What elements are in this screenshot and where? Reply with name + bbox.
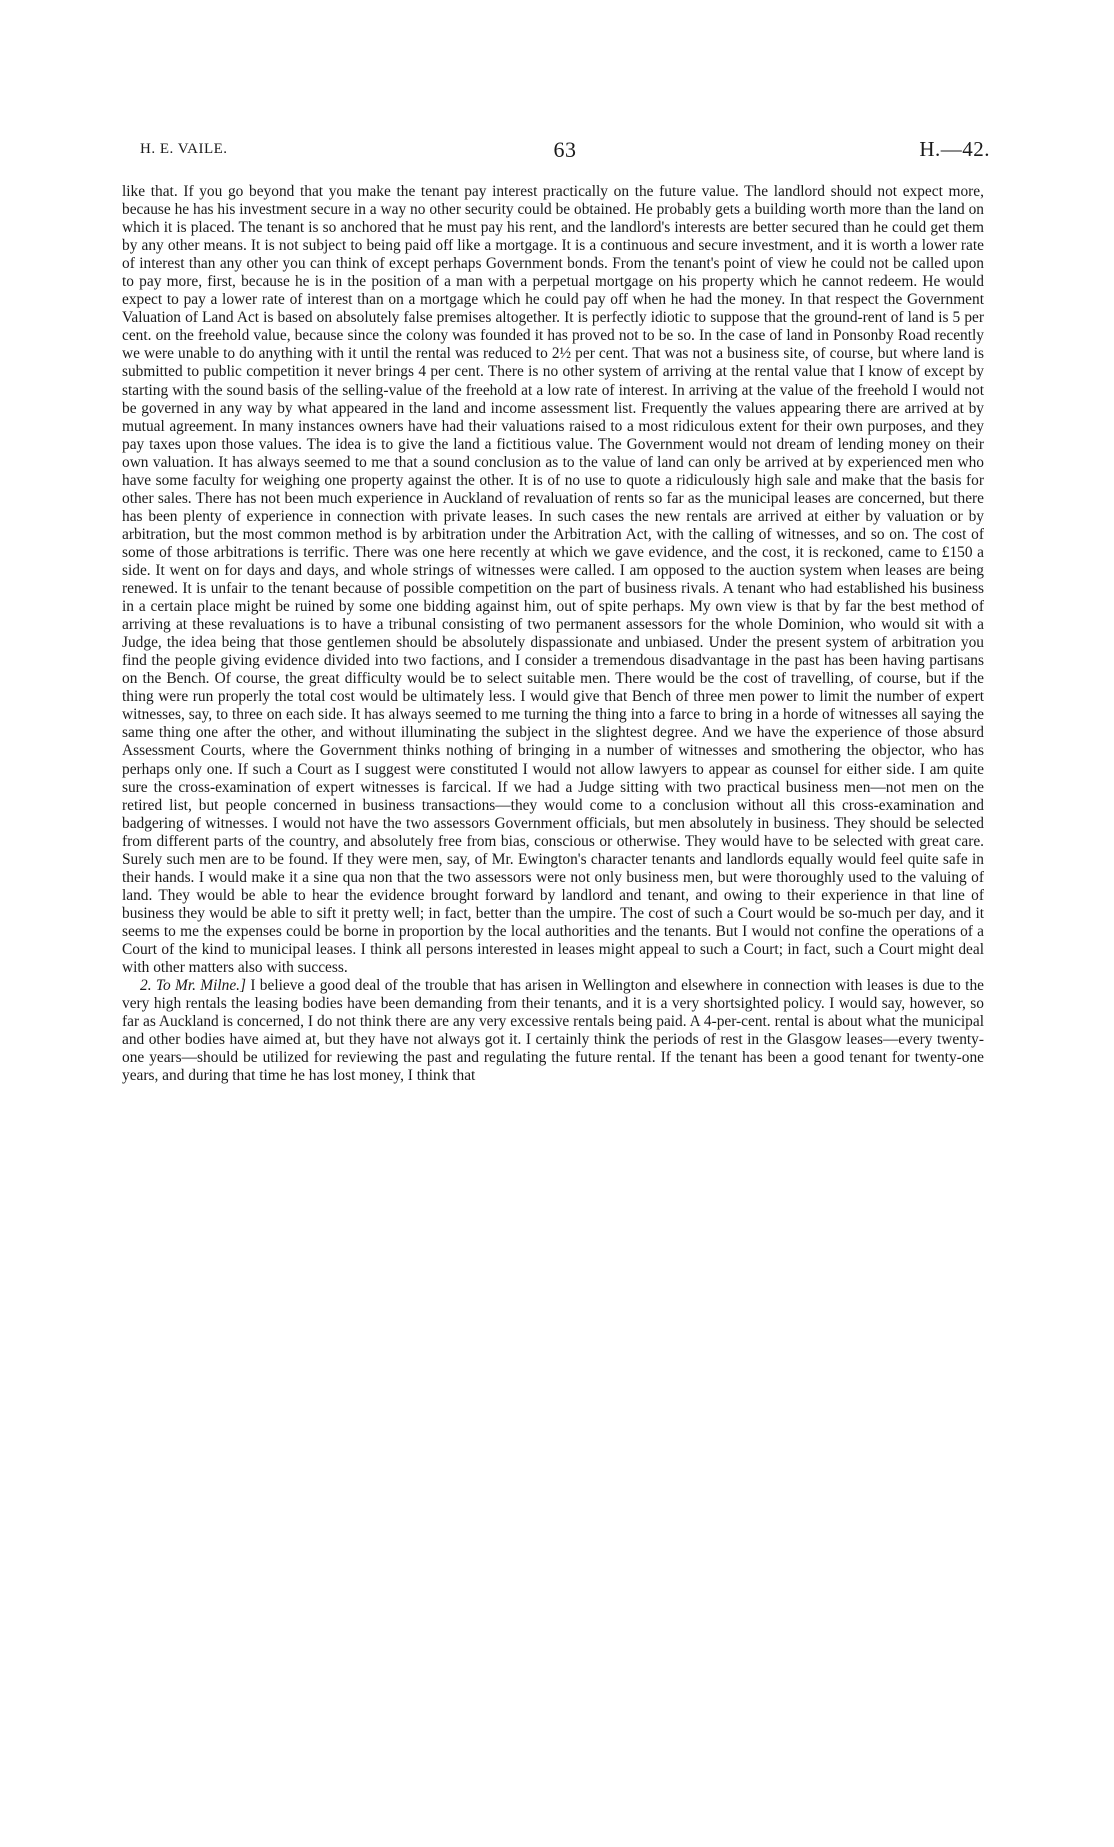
paragraph-2-lead: 2. To Mr. Milne.]: [140, 977, 247, 995]
paragraph-2-text: I believe a good deal of the trouble that has arisen in Wellington and elsewhere in connection with leases is due to the very high rentals the leasing bodies have been demanding from their tenants, and it is a very shortsighted policy. I would say, however, so far as Auckland is concerned, I do not think there are any very excessive rentals being paid. A 4-per-cent. rental is about what the municipal and other bodies have aimed at, but they have not always got it. I certainly think the periods of rest in the Glasgow leases—every twenty-one years—should be utilized for reviewing the past and regulating the future rental. If the tenant has been a good tenant for twenty-one years, and during that time he has lost money, I think that: [122, 977, 984, 1085]
body-text: [122, 183, 984, 1085]
document-reference: H.—42.: [919, 137, 990, 161]
header-author: H. E. VAILE.: [140, 141, 228, 157]
page-header: [140, 137, 990, 167]
paragraph-2: [122, 977, 984, 1085]
paragraph-1: like that. If you go beyond that you make the tenant pay interest practically on the future value. The landlord should not expect more, because he has his investment secure in a way no other security could be obtained. He probably gets a building worth more than the land on which it is placed. The tenant is so anchored that he must pay his rent, and the landlord's interests are better secured than he could get them by any other means. It is not subject to being paid off like a mortgage. It is a continuous and secure investment, and it is worth a lower rate of interest than any other you can think of except perhaps Government bonds. From the tenant's point of view he could not be called upon to pay more, first, because he is in the position of a man with a perpetual mortgage on his property which he cannot redeem. He would expect to pay a lower rate of interest than on a mortgage which he could pay off when he had the money. In that respect the Government Valuation of Land Act is based on absolutely false premises altogether. It is perfectly idiotic to suppose that the ground-rent of land is 5 per cent. on the freehold value, because since the colony was founded it has proved not to be so. In the case of land in Ponsonby Road recently we were unable to do anything with it until the rental was reduced to 2½ per cent. That was not a business site, of course, but where land is submitted to public competition it never brings 4 per cent. There is no other system of arriving at the rental value that I know of except by starting with the sound basis of the selling-value of the freehold at a low rate of interest. In arriving at the value of the freehold I would not be governed in any way by what appeared in the land and income assessment list. Frequently the values appearing there are arrived at by mutual agreement. In many instances owners have had their valuations raised to a most ridiculous extent for their own purposes, and they pay taxes upon those values. The idea is to give the land a fictitious value. The Government would not dream of lending money on their own valuation. It has always seemed to me that a sound conclusion as to the value of land can only be arrived at by experienced men who have some faculty for weighing one property against the other. It is of no use to quote a ridiculously high sale and make that the basis for other sales. There has not been much experience in Auckland of revaluation of rents so far as the municipal leases are concerned, but there has been plenty of experience in connection with private leases. In such cases the new rentals are arrived at either by valuation or by arbitration, but the most common method is by arbitration under the Arbitration Act, with the calling of witnesses, and so on. The cost of some of those arbitrations is terrific. There was one here recently at which we gave evidence, and the cost, it is reckoned, came to £150 a side. It went on for days and days, and whole strings of witnesses were called. I am opposed to the auction system when leases are being renewed. It is unfair to the tenant because of possible competition on the part of business rivals. A tenant who had established his business in a certain place might be ruined by some one bidding against him, out of spite perhaps. My own view is that by far the best method of arriving at these revaluations is to have a tribunal consisting of two permanent assessors for the whole Dominion, who would sit with a Judge, the idea being that those gentlemen should be absolutely dispassionate and unbiased. Under the present system of arbitration you find the people giving evidence divided into two factions, and I consider a tremendous disadvantage in the past has been having partisans on the Bench. Of course, the great difficulty would be to select suitable men. There would be the cost of travelling, of course, but if the thing were run properly the total cost would be ultimately less. I would give that Bench of three men power to limit the number of expert witnesses, say, to three on each side. It has always seemed to me turning the thing into a farce to bring in a horde of witnesses all saying the same thing one after the other, and without illuminating the subject in the slightest degree. And we have the experience of those absurd Assessment Courts, where the Government thinks nothing of bringing in a number of witnesses and smothering the objector, who has perhaps only one. If such a Court as I suggest were constituted I would not allow lawyers to appear as counsel for either side. I am quite sure the cross-examination of expert witnesses is farcical. If we had a Judge sitting with two practical business men—not men on the retired list, but people concerned in business transactions—they would come to a conclusion without all this cross-examination and badgering of witnesses. I would not have the two assessors Government officials, but men absolutely in business. They should be selected from different parts of the country, and absolutely free from bias, conscious or otherwise. They would have to be selected with great care. Surely such men are to be found. If they were men, say, of Mr. Ewington's character tenants and landlords equally would feel quite safe in their hands. I would make it a sine qua non that the two assessors were not only business men, but were thoroughly used to the valuing of land. They would be able to hear the evidence brought forward by landlord and tenant, and owing to their experience in that line of business they would be able to sift it pretty well; in fact, better than the umpire. The cost of such a Court would be so-much per day, and it seems to me the expenses could be borne in proportion by the local authorities and the tenants. But I would not confine the operations of a Court of the kind to municipal leases. I think all persons interested in leases might appeal to such a Court; in fact, such a Court might deal with other matters also with success.: [122, 183, 984, 977]
page-number: 63: [553, 137, 577, 162]
